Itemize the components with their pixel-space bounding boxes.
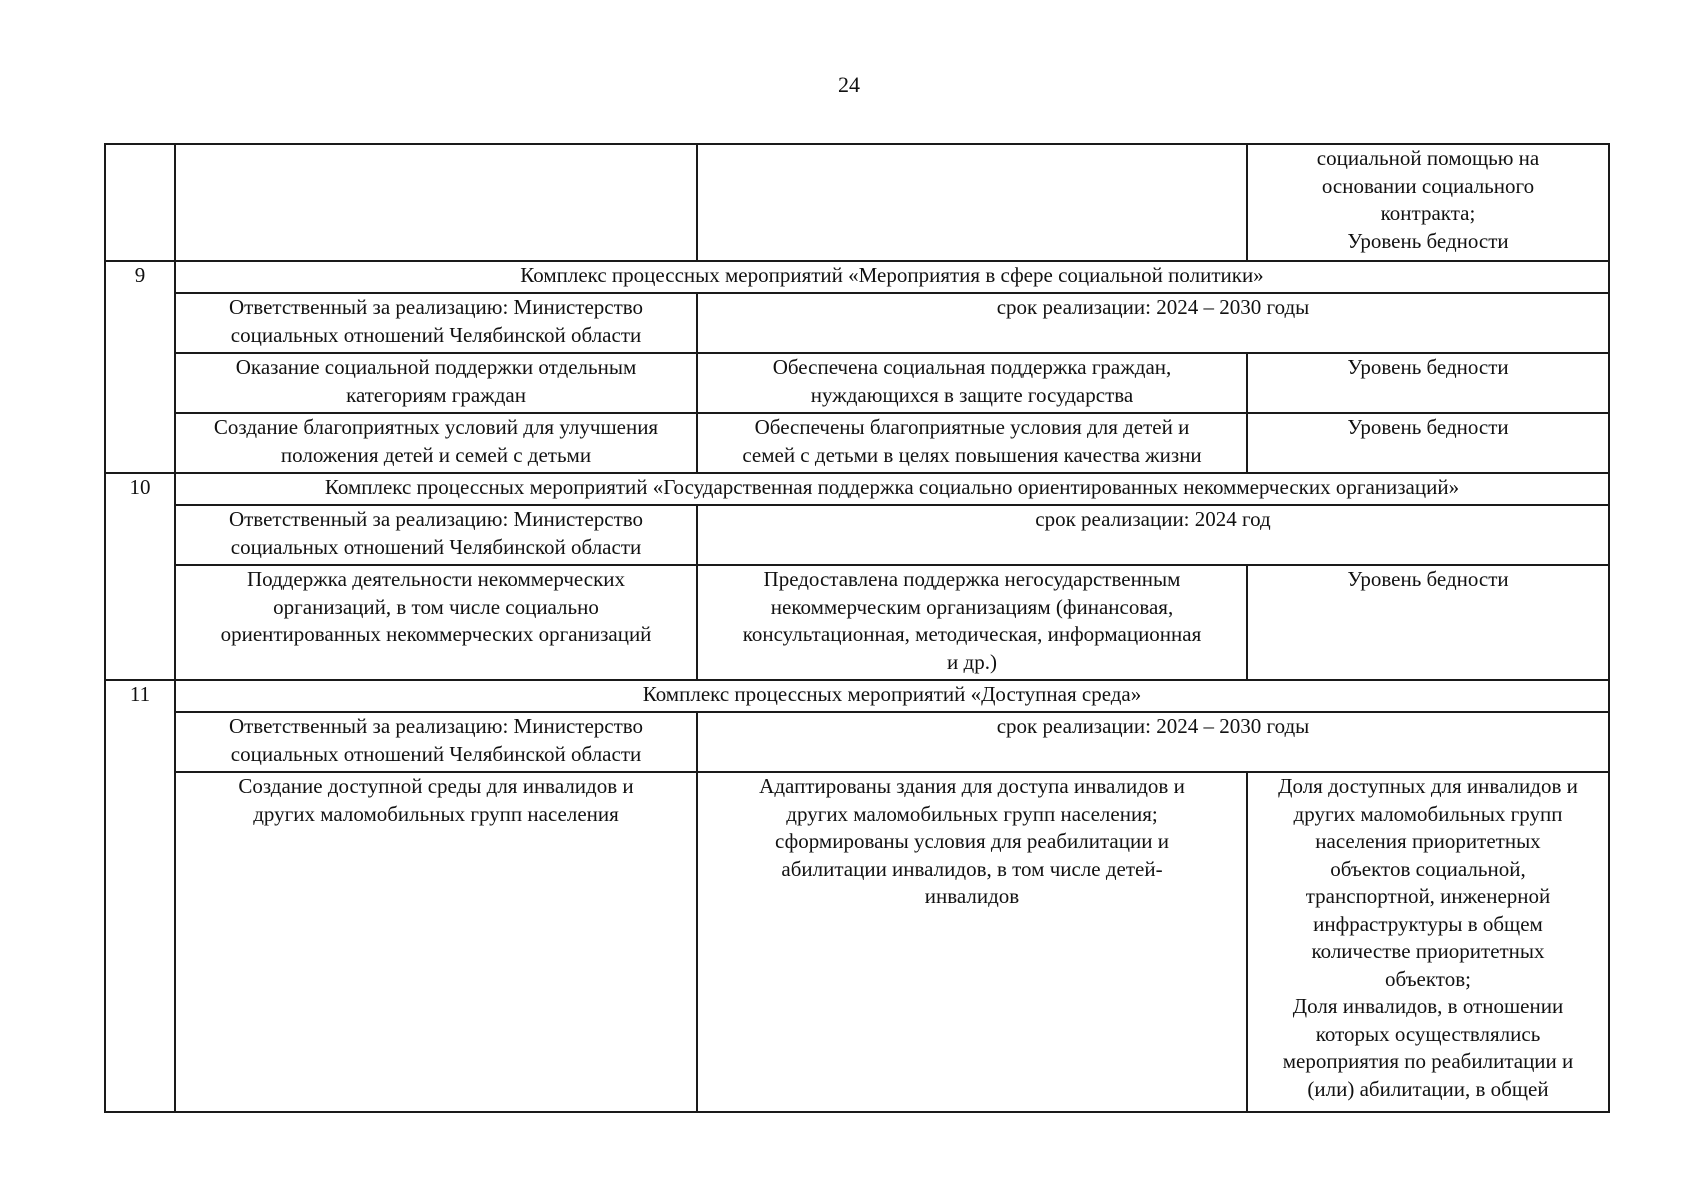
indicator-line: Уровень бедности	[1347, 228, 1509, 253]
responsible-line: социальных отношений Челябинской области	[230, 741, 642, 766]
section-title: Комплекс процессных мероприятий «Доступная среда»	[175, 680, 1609, 712]
page-number: 24	[838, 72, 860, 97]
responsible-line: социальных отношений Челябинской области	[230, 322, 642, 347]
indicator-cell	[1247, 353, 1609, 413]
indicator-line: социальной помощью на	[1316, 146, 1540, 170]
activities-table	[104, 143, 1610, 1113]
indicator-line: Доля инвалидов, в отношении	[1292, 994, 1564, 1018]
indicator-line: Доля доступных для инвалидов и	[1278, 774, 1578, 798]
indicator-line: мероприятия по реабилитации и	[1282, 1049, 1574, 1073]
task-cell	[175, 144, 697, 261]
result-line: нуждающихся в защите государства	[810, 382, 1134, 407]
term-cell: срок реализации: 2024 год	[697, 505, 1609, 565]
table-row	[105, 353, 1609, 413]
indicator-line: населения приоритетных	[1315, 829, 1541, 853]
responsible-cell	[175, 505, 697, 565]
result-line: Предоставлена поддержка негосударственным	[763, 567, 1181, 591]
indicator-line: которых осуществлялись	[1315, 1021, 1541, 1046]
table-row	[105, 772, 1609, 1112]
section-title: Комплекс процессных мероприятий «Мероприятия в сфере социальной политики»	[175, 261, 1609, 293]
responsible-line: Ответственный за реализацию: Министерство	[228, 295, 644, 319]
task-line: Создание доступной среды для инвалидов и	[238, 774, 634, 798]
section-number: 9	[105, 261, 175, 473]
indicator-line: контракта;	[1380, 201, 1476, 225]
indicator-line: основании социального	[1321, 173, 1535, 198]
indicator-line: количестве приоритетных	[1311, 939, 1545, 963]
result-line: инвалидов	[924, 884, 1020, 908]
responsible-row	[105, 712, 1609, 772]
responsible-line: Ответственный за реализацию: Министерство	[228, 714, 644, 738]
section-title-row	[105, 680, 1609, 712]
result-cell	[697, 772, 1247, 1112]
result-line: консультационная, методическая, информационная	[742, 622, 1202, 646]
task-line: положения детей и семей с детьми	[280, 442, 592, 467]
result-line: некоммерческим организациям (финансовая,	[770, 594, 1174, 619]
result-line: сформированы условия для реабилитации и	[775, 829, 1169, 853]
result-line: семей с детьми в целях повышения качества жизни	[742, 442, 1202, 467]
responsible-line: Ответственный за реализацию: Министерство	[228, 507, 644, 531]
continuation-row	[105, 144, 1609, 261]
term-cell: срок реализации: 2024 – 2030 годы	[697, 712, 1609, 772]
task-line: Создание благоприятных условий для улучшения	[213, 415, 659, 439]
task-cell	[175, 413, 697, 473]
responsible-cell	[175, 293, 697, 353]
result-cell	[697, 565, 1247, 680]
responsible-cell	[175, 712, 697, 772]
task-line: ориентированных некоммерческих организаций	[220, 622, 652, 646]
task-line: категориям граждан	[346, 382, 526, 407]
responsible-line: социальных отношений Челябинской области	[230, 534, 642, 559]
task-cell	[175, 565, 697, 680]
number-cell	[105, 144, 175, 261]
section-title: Комплекс процессных мероприятий «Государственная поддержка социально ориентированных некоммерческих организаций»	[175, 473, 1609, 505]
result-cell	[697, 413, 1247, 473]
indicator-line: объектов социальной,	[1330, 856, 1526, 881]
result-line: других маломобильных групп населения;	[786, 801, 1158, 826]
indicator-cell	[1247, 144, 1609, 261]
indicator-line: Уровень бедности	[1347, 355, 1509, 379]
result-line: Адаптированы здания для доступа инвалидов и	[759, 774, 1185, 798]
indicator-line: (или) абилитации, в общей	[1307, 1076, 1549, 1101]
result-line: абилитации инвалидов, в том числе детей-	[781, 856, 1163, 881]
indicator-cell	[1247, 413, 1609, 473]
indicator-line: Уровень бедности	[1347, 567, 1509, 591]
indicator-line: транспортной, инженерной	[1305, 884, 1551, 908]
indicator-line: инфраструктуры в общем	[1313, 911, 1543, 936]
result-line: Обеспечены благоприятные условия для детей и	[754, 415, 1190, 439]
result-line: Обеспечена социальная поддержка граждан,	[772, 355, 1172, 379]
result-cell	[697, 144, 1247, 261]
table-row	[105, 565, 1609, 680]
responsible-row	[105, 293, 1609, 353]
indicator-cell	[1247, 772, 1609, 1112]
section-title-row	[105, 261, 1609, 293]
responsible-row	[105, 505, 1609, 565]
indicator-line: других маломобильных групп	[1293, 801, 1563, 826]
task-cell	[175, 353, 697, 413]
section-number: 10	[105, 473, 175, 680]
section-title-row	[105, 473, 1609, 505]
task-line: организаций, в том числе социально	[273, 594, 599, 619]
indicator-cell	[1247, 565, 1609, 680]
section-number: 11	[105, 680, 175, 1112]
table-row	[105, 413, 1609, 473]
task-line: Оказание социальной поддержки отдельным	[235, 355, 637, 379]
task-line: Поддержка деятельности некоммерческих	[246, 567, 626, 591]
term-cell: срок реализации: 2024 – 2030 годы	[697, 293, 1609, 353]
task-line: других маломобильных групп населения	[253, 801, 619, 826]
result-cell	[697, 353, 1247, 413]
task-cell	[175, 772, 697, 1112]
result-line: и др.)	[947, 649, 997, 674]
indicator-line: Уровень бедности	[1347, 415, 1509, 439]
indicator-line: объектов;	[1385, 966, 1471, 991]
